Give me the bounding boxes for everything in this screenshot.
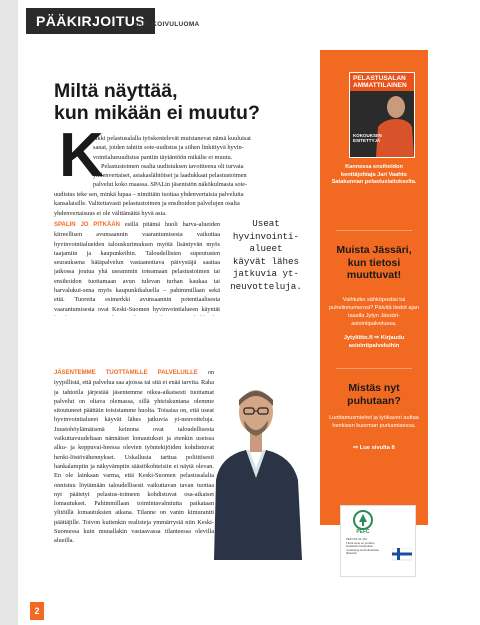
quote-line: alueet [249, 243, 283, 254]
pefc-description: Tämä tuote on peräisin kestävästi hoidetuista metsistä ja kontrolloiduista lähteistä [346, 540, 379, 555]
intro-line: vointialueuudistus pantiin täytäntöön mikälie ei muutu. [93, 153, 233, 161]
sidebar-text-2: Luottamusmiehet ja työkaveri auttaa henkisen kuorman purkamisessa. [329, 415, 419, 429]
author-portrait [206, 360, 306, 560]
paragraph-2 [54, 220, 220, 316]
pefc-logo-icon [350, 510, 376, 534]
magazine-subtitle: KOKOUKSIIN ESITETTYJÄ [353, 133, 382, 143]
quote-line: neuvotteluja. [230, 280, 302, 292]
intro-line: yhdenvertaiset, asiakaslähtöiset ja laadukkaat pelastustoimen [93, 172, 247, 180]
intro-line: kansalaisille. Valitettavasti pelastustoimen ja ensihoidon palvelujen osalta [54, 200, 240, 208]
cover-photo-icon [374, 91, 414, 157]
pefc-label: PEFC [356, 529, 370, 534]
cover-caption: Kannessa ensihoidon kenttäjohtaja Jari Vaahto Satakunnan pelastuslaitokselta. [331, 164, 417, 186]
sidebar-link-1[interactable]: Jytyliitto.fi ⇨ Kirjaudu asiointipalveluihin [343, 335, 405, 349]
intro-line: Pelastustoimen osalta uudistuksen tavoitteena oli turvata [101, 162, 244, 170]
paragraph-2-continued [54, 316, 301, 362]
sidebar-divider [336, 230, 412, 231]
page-number: 2 [30, 602, 44, 620]
intro-lines-upper [93, 134, 301, 190]
finland-flag-icon [392, 548, 412, 566]
title-line-2: kun mikään ei muutu? [54, 102, 260, 124]
intro-line: palvelut koko maassa. SPALin jäsenistön näkökulmasta sote- [93, 181, 248, 189]
intro-line: yhdenvertaisuus ei ole välttämättä hyvä asia. [54, 209, 167, 217]
paragraph-3 [54, 368, 214, 590]
quote-line: hyvinvointi- [232, 230, 300, 242]
author-name: JARI KOIVULUOMA [134, 21, 200, 28]
page-title [54, 80, 294, 124]
intro-line: aikki pelastusalalla työskentelevät muistanevat nämä kuuluisat [93, 135, 251, 142]
sidebar-heading-2: Mistäs nyt puhutaan? [347, 382, 401, 407]
intro-line: sanat, joiden tahtiin sote-uudistus ja siihen linkittyvä hyvin- [93, 144, 244, 152]
paragraph-lead: JÄSENTEMME TUOTTAMILLE PALVELUILLE [54, 370, 198, 376]
sidebar-heading-1: Muista Jässäri, kun tietosi muuttuvat! [336, 244, 412, 281]
pefc-code: PEFC/02-31-151 [346, 537, 367, 541]
pefc-text [346, 538, 382, 556]
quote-line: jatkuvia yt- [232, 268, 300, 279]
paragraph-body: on tyypillistä, että palvelua saa ajoissa tai sitä ei enää tarvita. Raha ja tahtotila järjestää jäsentemme oikea-aikaisesti tuottamat palvelut on oltava olemassa, sillä yhteiskuntana olemme sitoutuneet päättäin toisistamme huolta. Toisaisa on, että useat hyvinvointialueet käyvät lähes jatkuvia yt-neuvotteluja. Juustohöylämäisenä keinona ovat taloudellisesta vaikuttavuudeltaan nännäiset lomautukset ja etenkin useissa alku- ja keppuvai-heessa olevien työntekijöiden kohdistuvat henki-löstövähennykset. Uskallusta tarttua poliittisesti hankalampiin ja näkyvämpiin säästökohteisiin ei näytä olevan. En ole lainkaan varma, että Keski-Suomen pelastusalalta onnistuu löytämään taloudellisesti vaikuttavan tavan tuottaa nyt päätetyt pelastus-toimeen kohdistuvat osa-aikaiset lomautukset. Pahimmillaan toimintavalmiutta paikataan ylitöillä lomautuksien aikana. Tilanne on vanin kimurantti päättäjille. Toivon kuitenkin realisteja ymmärrystä niin Keski-Suomessa kuin muuallakin vastaavassa tilanteessa olevilla alueilla. [54, 369, 214, 545]
magazine-cover [349, 72, 415, 158]
title-line-1: Miltä näyttää, [54, 80, 178, 102]
drop-cap: K [59, 121, 104, 190]
sidebar-link-2[interactable]: ⇨ Lue sivulta 8 [353, 445, 395, 451]
section-tag: PÄÄKIRJOITUS [26, 8, 155, 34]
sidebar-divider [336, 368, 412, 369]
quote-line: käyvät lähes [232, 255, 300, 267]
paragraph-lead: SPALIN JO PITKÄÄN [54, 222, 121, 228]
paragraph-body: esillä pitämä huoli harva-alueiden kiireellisen avunsaannin vaarantumisesta vaikuttaa hyvinvointialueiden talouskurimuksen myötä lisäntyvän myös taajamiin ja kaupunkeihin. Taloudellisten supeutusten seurauksena hätäpalvelun vastaanottava päivystäjä saattaa jatkossa joutua yhä useammin toteamaan pelastustoimen tai ensihoidon tuottamaan avun tulevan turhan kaukaa tai harvalukui-sena myös kaupunkikaluella – pahimmillaan sekä että. Tuoreita esimerkki avunsaannin potentiaalisesta vaarantumisesta ovat Keski-Suomen hyvinvointialueen käyntät [54, 221, 220, 313]
quote-line: Useat [252, 218, 280, 229]
intro-lines-lower [54, 190, 301, 218]
intro-line: uudistus teke sen, minkä lupaa – nimittäin tuottaa yhdenvertaisia palveluita [54, 191, 244, 198]
sidebar-text-1: Vaihtuiko sähköpostisi tai puhelinnumerosi? Päivitä tiedot ajan tasalla Jytyn Jässäri-asiointipalvelussa. [329, 297, 419, 327]
pull-quote [226, 218, 306, 293]
magazine-title: PELASTUSALAN AMMATTILAINEN [350, 73, 414, 91]
left-gutter [0, 0, 18, 625]
